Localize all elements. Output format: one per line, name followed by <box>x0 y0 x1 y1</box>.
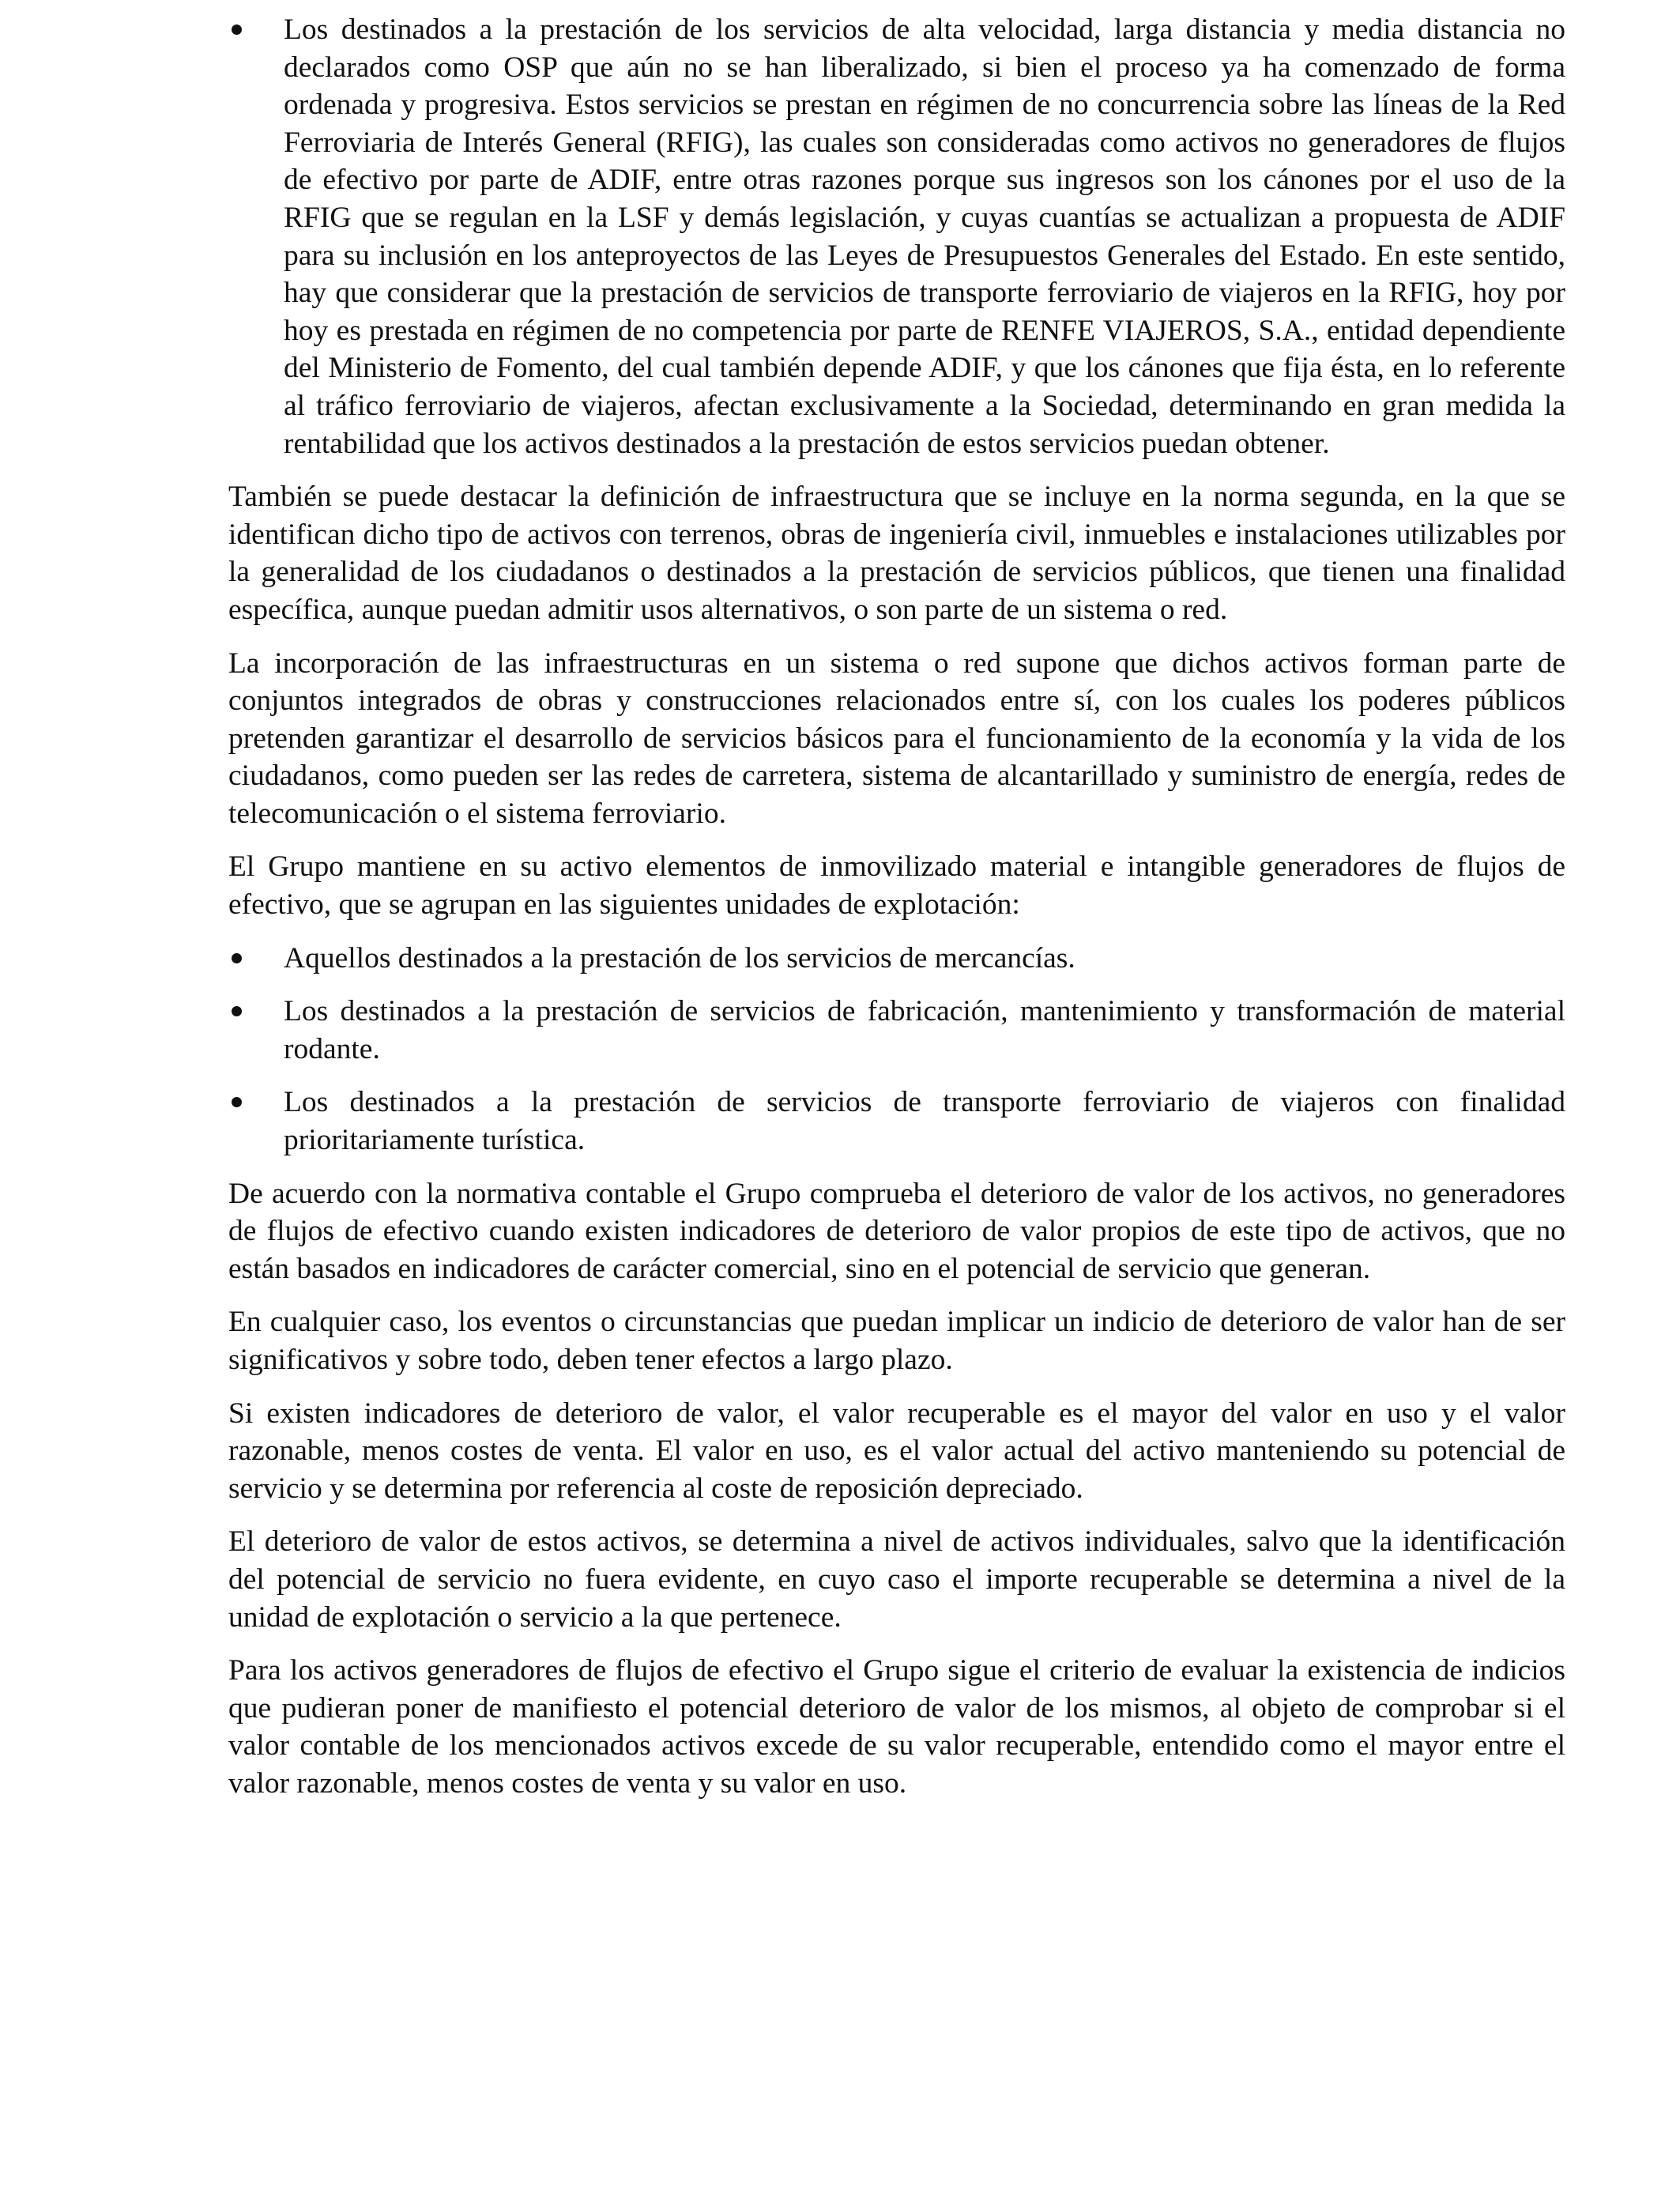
paragraph: La incorporación de las infraestructuras en un sistema o red supone que dichos activos forman parte de conjuntos integrados de obras y construcciones relacionados entre sí, con los cuales los poderes públicos pretenden garantizar el desarrollo de servicios básicos para el funcionamiento de la economía y la vida de los ciudadanos, como pueden ser las redes de carretera, sistema de alcantarillado y suministro de energía, redes de telecomunicación o el sistema ferroviario. <box>228 647 1565 830</box>
bullet-text: Aquellos destinados a la prestación de los servicios de mercancías. <box>284 941 1075 974</box>
paragraph: Para los activos generadores de flujos de efectivo el Grupo sigue el criterio de evaluar la existencia de indicios que pudieran poner de manifiesto el potencial deterioro de valor de los mismos, al objeto de comprobar si el valor contable de los mencionados activos excede de su valor recuperable, entendido como el mayor entre el valor razonable, menos costes de venta y su valor en uso. <box>228 1654 1565 1800</box>
bullet-dot-icon <box>232 1006 242 1016</box>
bullet-text: Los destinados a la prestación de los servicios de alta velocidad, larga distancia y media distancia no declarados como OSP que aún no se han liberalizado, si bien el proceso ya ha comenzado de forma ordenada y progresiva. Estos servicios se prestan en régimen de no concurrencia sobre las líneas de la Red Ferroviaria de Interés General (RFIG), las cuales son consideradas como activos no generadores de flujos de efectivo por parte de ADIF, entre otras razones porque sus ingresos son los cánones por el uso de la RFIG que se regulan en la LSF y demás legislación, y cuyas cuantías se actualizan a propuesta de ADIF para su inclusión en los anteproyectos de las Leyes de Presupuestos Generales del Estado. En este sentido, hay que considerar que la prestación de servicios de transporte ferroviario de viajeros en la RFIG, hoy por hoy es prestada en régimen de no competencia por parte de RENFE VIAJEROS, S.A., entidad dependiente del Ministerio de Fomento, del cual también depende ADIF, y que los cánones que fija ésta, en lo referente al tráfico ferroviario de viajeros, afectan exclusivamente a la Sociedad, determinando en gran medida la rentabilidad que los activos destinados a la prestación de estos servicios puedan obtener. <box>284 13 1565 460</box>
bullet-item <box>228 11 1565 462</box>
bullet-item <box>228 993 1565 1068</box>
paragraph: En cualquier caso, los eventos o circunstancias que puedan implicar un indicio de deterioro de valor han de ser significativos y sobre todo, deben tener efectos a largo plazo. <box>228 1306 1565 1376</box>
bullet-text: Los destinados a la prestación de servicios de transporte ferroviario de viajeros con finalidad prioritariamente turística. <box>284 1086 1565 1157</box>
bullet-item <box>228 1084 1565 1159</box>
document-page <box>228 11 1565 1819</box>
paragraph: También se puede destacar la definición de infraestructura que se incluye en la norma segunda, en la que se identifican dicho tipo de activos con terrenos, obras de ingeniería civil, inmuebles e instalaciones utilizables por la generalidad de los ciudadanos o destinados a la prestación de servicios públicos, que tienen una finalidad específica, aunque puedan admitir usos alternativos, o son parte de un sistema o red. <box>228 481 1565 626</box>
paragraph: El Grupo mantiene en su activo elementos de inmovilizado material e intangible generadores de flujos de efectivo, que se agrupan en las siguientes unidades de explotación: <box>228 850 1565 922</box>
paragraph: El deterioro de valor de estos activos, se determina a nivel de activos individuales, salvo que la identificación del potencial de servicio no fuera evidente, en cuyo caso el importe recuperable se determina a nivel de la unidad de explotación o servicio a la que pertenece. <box>228 1525 1565 1634</box>
bullet-dot-icon <box>232 953 242 963</box>
bullet-dot-icon <box>232 1097 242 1107</box>
bullet-dot-icon <box>232 25 242 35</box>
bullet-text: Los destinados a la prestación de servicios de fabricación, mantenimiento y transformación de material rodante. <box>284 995 1565 1065</box>
paragraph: De acuerdo con la normativa contable el Grupo comprueba el deterioro de valor de los activos, no generadores de flujos de efectivo cuando existen indicadores de deterioro de valor propios de este tipo de activos, que no están basados en indicadores de carácter comercial, sino en el potencial de servicio que generan. <box>228 1177 1565 1285</box>
bullet-item <box>228 940 1565 978</box>
paragraph: Si existen indicadores de deterioro de valor, el valor recuperable es el mayor del valor en uso y el valor razonable, menos costes de venta. El valor en uso, es el valor actual del activo manteniendo su potencial de servicio y se determina por referencia al coste de reposición depreciado. <box>228 1397 1565 1505</box>
